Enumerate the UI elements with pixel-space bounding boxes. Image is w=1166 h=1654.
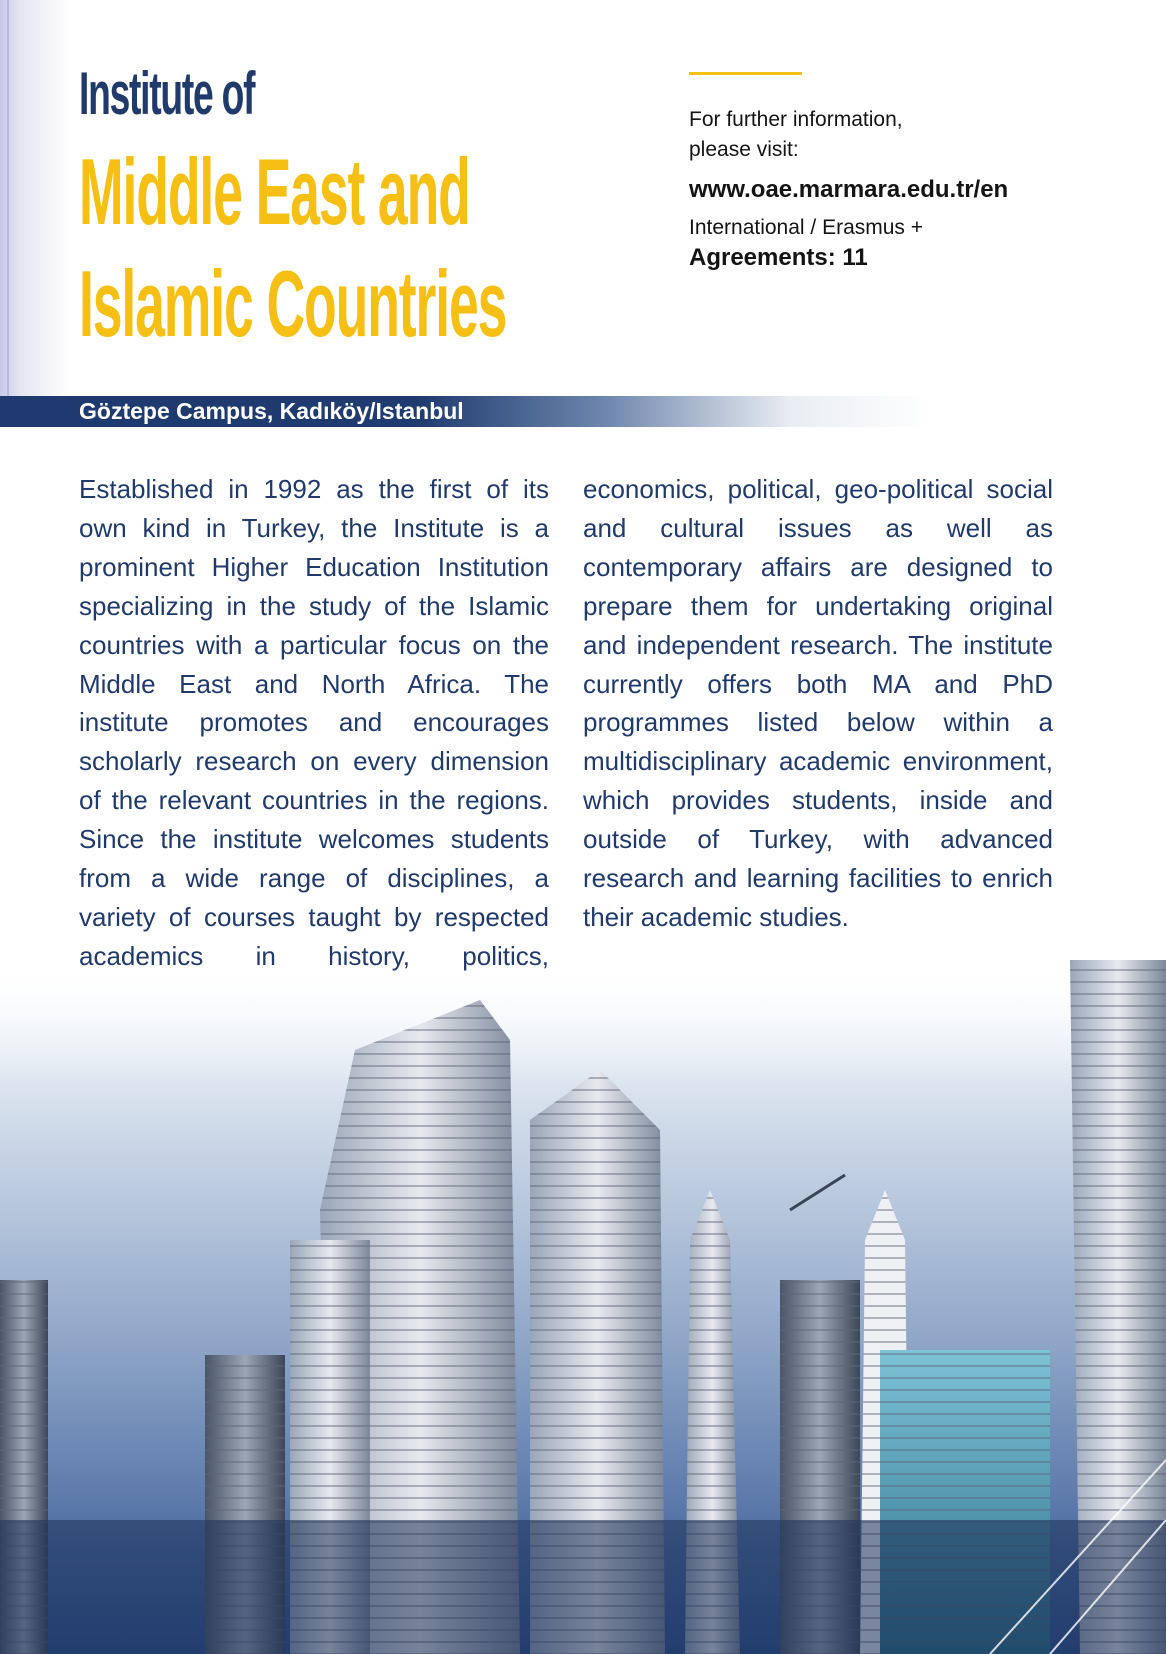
body-text-right: economics, political, geo-political social and cultural issues as well as contemporary affairs are designed to prepare them for undertaking original and independent research. The institute currently offers both MA and PhD programmes listed below within a multidisciplinary academic environment, which provides students, inside and outside of Turkey, with advanced research and learning facilities to enrich their academic studies. — [583, 474, 1053, 932]
institute-title — [79, 52, 639, 360]
website-link[interactable]: www.oae.marmara.edu.tr/en — [689, 176, 1009, 203]
agreements-label: International / Erasmus + — [689, 216, 924, 239]
left-edge-decoration — [0, 0, 70, 400]
title-line-islamic-countries: Islamic Countries — [79, 251, 507, 356]
title-line-institute: Institute of — [79, 60, 255, 127]
city-skyline-image — [0, 960, 1166, 1654]
gold-rule — [689, 72, 802, 75]
campus-bar — [0, 396, 930, 427]
agreements-count: Agreements: 11 — [689, 244, 868, 271]
info-line-2: please visit: — [689, 138, 799, 161]
info-panel — [689, 72, 1109, 275]
title-line-middle-east: Middle East and — [79, 139, 470, 244]
campus-location: Göztepe Campus, Kadıköy/Istanbul — [79, 398, 464, 424]
body-text-left: Established in 1992 as the first of its own kind in Turkey, the Institute is a prominent Higher Education Institution specializing in the study of the Islamic countries with a particular focus on the Middle East and North Africa. The institute promotes and encourages scholarly research on every dimension of the relevant countries in the regions. Since the institute welcomes students from a wide range of disciplines, a variety of courses taught by respected academics in history, politics, — [79, 474, 549, 971]
info-line-1: For further information, — [689, 108, 903, 131]
left-edge-line — [7, 0, 9, 400]
